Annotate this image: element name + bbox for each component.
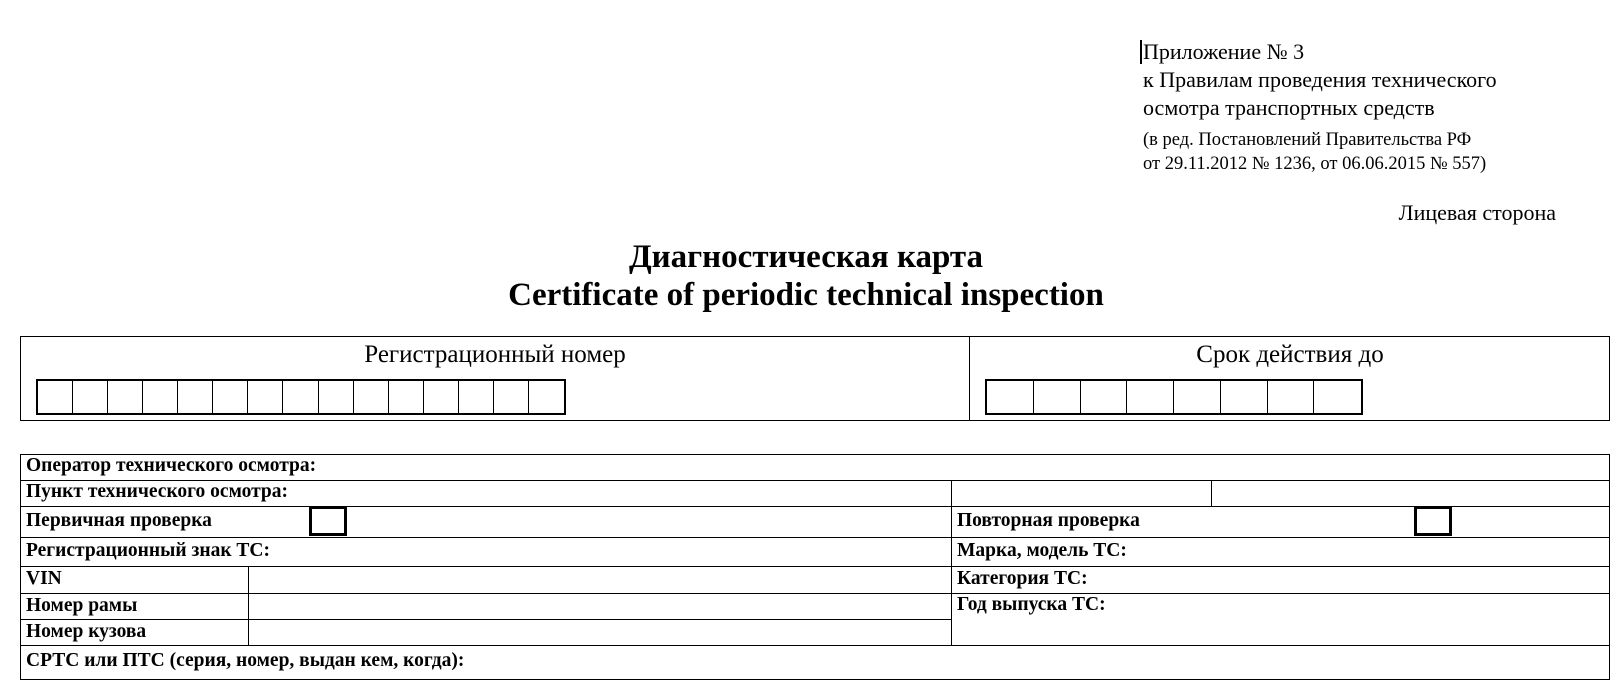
body-number-label: Номер кузова bbox=[26, 621, 147, 642]
vehicle-form bbox=[20, 454, 1610, 680]
category-label: Категория ТС: bbox=[957, 568, 1088, 589]
row-point bbox=[21, 480, 1609, 506]
repeat-check-label: Повторная проверка bbox=[957, 510, 1140, 531]
appendix-note bbox=[1143, 38, 1497, 176]
reg-number-label: Регистрационный номер bbox=[364, 341, 626, 368]
row-reg-sign bbox=[21, 537, 1609, 566]
frame-number-label: Номер рамы bbox=[26, 595, 138, 616]
reg-sign-label: Регистрационный знак ТС: bbox=[26, 540, 271, 561]
row-srts bbox=[21, 645, 1609, 679]
primary-check-label: Первичная проверка bbox=[26, 510, 212, 531]
reg-number-cells[interactable] bbox=[36, 379, 566, 415]
row-operator bbox=[21, 455, 1609, 480]
text-cursor bbox=[1140, 40, 1142, 64]
side-label: Лицевая сторона bbox=[1398, 200, 1556, 225]
appendix-line-1: Приложение № 3 bbox=[1143, 39, 1305, 64]
appendix-line-3: осмотра транспортных средств bbox=[1143, 95, 1435, 120]
title-ru: Диагностическая карта bbox=[628, 239, 984, 275]
valid-until-cells[interactable] bbox=[985, 379, 1363, 415]
operator-label: Оператор технического осмотра: bbox=[26, 455, 317, 476]
year-label: Год выпуска ТС: bbox=[957, 594, 1106, 615]
valid-until-label: Срок действия до bbox=[1196, 341, 1384, 368]
edition-line-1: (в ред. Постановлений Правительства РФ bbox=[1143, 130, 1472, 150]
row-frame bbox=[21, 593, 1609, 619]
vin-label: VIN bbox=[26, 568, 62, 589]
repeat-check-checkbox[interactable] bbox=[1414, 506, 1452, 536]
srts-label: СРТС или ПТС (серия, номер, выдан кем, когда): bbox=[26, 650, 465, 671]
title-en: Certificate of periodic technical inspection bbox=[508, 277, 1104, 313]
row-body bbox=[21, 619, 1609, 645]
edition-line-2: от 29.11.2012 № 1236, от 06.06.2015 № 557) bbox=[1143, 154, 1487, 174]
make-model-label: Марка, модель ТС: bbox=[957, 540, 1127, 561]
row-check-type bbox=[21, 506, 1609, 537]
appendix-line-2: к Правилам проведения технического bbox=[1143, 67, 1497, 92]
row-vin bbox=[21, 566, 1609, 593]
point-label: Пункт технического осмотра: bbox=[26, 481, 289, 502]
registration-box bbox=[20, 336, 1610, 421]
primary-check-checkbox[interactable] bbox=[309, 506, 347, 536]
